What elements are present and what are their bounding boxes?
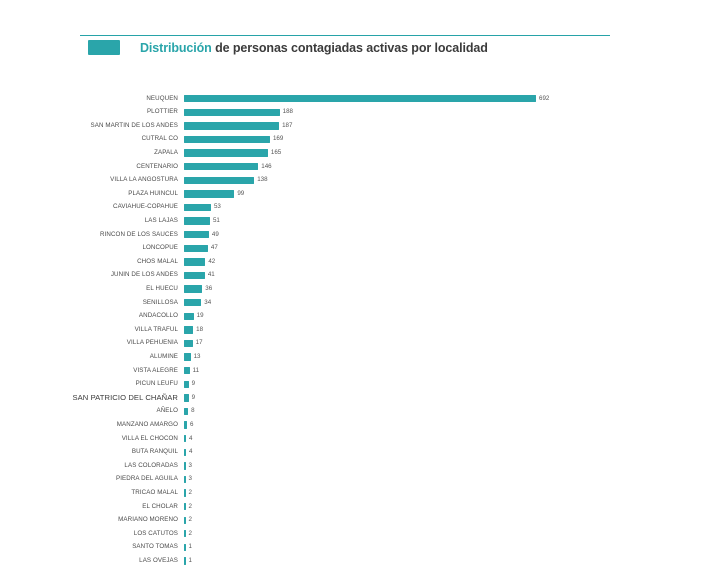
bar-track [184,119,710,133]
bar-track [184,513,710,527]
chart-row [0,282,710,296]
chart-row [0,92,710,106]
category-label: CHOS MALAL [137,257,178,265]
category-label: CENTENARIO [136,162,178,170]
bar-value-label: 1 [188,556,192,564]
bar [184,476,186,483]
bar-value-label: 51 [212,217,220,225]
category-label: VILLA PEHUENIA [126,339,178,347]
bar [184,435,186,442]
bar [184,326,193,333]
bar-track [184,92,710,106]
bar-track [184,296,710,310]
bar-value-label: 13 [193,352,201,360]
bar [184,258,205,265]
chart-row [0,269,710,283]
bar [184,190,234,197]
bar-value-label: 49 [211,230,219,238]
bar-value-label: 6 [190,420,194,428]
category-label: LONCOPUE [142,244,178,252]
bar [184,109,280,116]
category-label: PIEDRA DEL AGUILA [116,475,178,483]
chart-row [0,391,710,405]
chart-row [0,119,710,133]
category-label: NEUQUEN [146,94,178,102]
bar-track [184,201,710,215]
chart-row [0,255,710,269]
bar [184,340,193,347]
chart-row [0,214,710,228]
bar-value-label: 3 [188,461,192,469]
bar-track [184,418,710,432]
category-label: LOS CATUTOS [133,529,178,537]
chart-row [0,323,710,337]
bar-track [184,391,710,405]
bar-track [184,377,710,391]
category-label: ZAPALA [154,149,178,157]
bar-track [184,323,710,337]
category-label: LAS OVEJAS [139,556,178,564]
chart-row [0,445,710,459]
bar [184,163,258,170]
bar-track [184,255,710,269]
bar [184,149,268,156]
bar-track [184,500,710,514]
bar-track [184,350,710,364]
category-label: CAVIAHUE-COPAHUE [113,203,178,211]
bar-value-label: 169 [272,135,284,143]
chart-row [0,174,710,188]
chart-row [0,554,710,568]
bar-track [184,459,710,473]
bar-value-label: 138 [257,176,268,184]
bar-value-label: 34 [204,298,212,306]
bar-track [184,527,710,541]
chart-row [0,418,710,432]
category-label: SENILLOSA [142,298,178,306]
header-divider [80,35,610,36]
bar [184,177,254,184]
chart-row [0,513,710,527]
bar-value-label: 2 [188,488,192,496]
bar [184,272,205,279]
bar-value-label: 4 [189,434,193,442]
bar [184,353,191,360]
chart-row [0,364,710,378]
bar-track [184,146,710,160]
chart-row [0,350,710,364]
category-label: ANDACOLLO [138,312,178,320]
bar-track [184,432,710,446]
category-label: VILLA LA ANGOSTURA [110,176,178,184]
bar-value-label: 17 [195,339,203,347]
bar [184,557,186,564]
chart-row [0,377,710,391]
bar-value-label: 188 [282,108,293,116]
bar-track [184,337,710,351]
bar-track [184,228,710,242]
bar [184,285,202,292]
page-title [140,41,488,55]
bar-value-label: 36 [205,285,213,292]
category-label: PLOTTIER [146,108,178,116]
bar-value-label: 2 [188,529,192,537]
bar-value-label: 11 [192,366,200,374]
chart-row [0,106,710,120]
chart-row [0,228,710,242]
chart-row [0,146,710,160]
bar-chart [0,92,710,568]
category-label: EL HUECU [146,285,178,292]
bar-track [184,554,710,568]
bar-value-label: 2 [188,502,192,510]
category-label: LAS COLORADAS [124,461,178,469]
bar-track [184,160,710,174]
chart-row [0,310,710,324]
bar [184,204,211,211]
category-label: MARIANO MORENO [118,516,178,524]
bar-value-label: 19 [196,312,204,320]
bar-track [184,405,710,419]
chart-row [0,486,710,500]
category-label: ALUMINE [149,352,178,360]
chart-row [0,337,710,351]
bar-track [184,541,710,555]
bar-value-label: 187 [282,121,293,129]
chart-row [0,500,710,514]
bar-value-label: 165 [270,149,282,157]
chart-row [0,405,710,419]
chart-row [0,160,710,174]
bar-track [184,242,710,256]
bar [184,421,187,428]
category-label: PICUN LEUFU [135,380,178,388]
chart-row [0,242,710,256]
chart-row [0,187,710,201]
bar [184,95,536,102]
bar [184,367,190,374]
bar-value-label: 2 [188,516,192,524]
category-label: RINCON DE LOS SAUCES [100,230,178,238]
bar [184,408,188,415]
bar-value-label: 42 [208,257,216,265]
bar-value-label: 3 [188,475,192,483]
bar [184,231,209,238]
chart-row [0,296,710,310]
category-label: JUNIN DE LOS ANDES [110,271,178,279]
category-label: SAN PATRICIO DEL CHAÑAR [72,393,178,403]
bar-track [184,282,710,296]
bar-value-label: 9 [191,380,196,388]
bar [184,122,279,129]
bar-value-label: 18 [196,325,204,333]
bar [184,503,186,510]
category-label: CUTRAL CO [141,135,178,143]
category-label: EL CHOLAR [142,502,178,510]
chart-row [0,432,710,446]
bar [184,517,186,524]
category-label: MANZANO AMARGO [116,420,178,428]
bar-value-label: 1 [188,543,192,551]
category-label: TRICAO MALAL [131,488,178,496]
category-label: VILLA TRAFUL [134,325,178,333]
header-color-swatch [88,40,120,55]
bar-track [184,106,710,120]
bar-value-label: 9 [191,393,196,401]
category-label: LAS LAJAS [144,217,178,225]
chart-row [0,133,710,147]
chart-row [0,473,710,487]
chart-row [0,541,710,555]
chart-row [0,201,710,215]
bar [184,313,194,320]
bar [184,299,201,306]
category-label: VILLA EL CHOCON [121,434,178,442]
bar-value-label: 41 [207,271,215,279]
category-label: SANTO TOMAS [132,543,178,551]
bar-track [184,486,710,500]
bar-track [184,364,710,378]
bar [184,381,189,388]
category-label: VISTA ALEGRE [133,366,178,374]
category-label: AÑELO [156,407,178,415]
bar-track [184,310,710,324]
category-label: SAN MARTIN DE LOS ANDES [90,121,178,129]
chart-row [0,459,710,473]
page-title-rest: de personas contagiadas activas por localidad [211,41,488,55]
bar [184,449,186,456]
bar-track [184,214,710,228]
bar-value-label: 8 [191,407,195,415]
bar-value-label: 47 [210,244,218,252]
bar [184,489,186,496]
bar-track [184,187,710,201]
bar-value-label: 692 [539,94,550,102]
bar [184,217,210,224]
bar-value-label: 146 [261,162,272,170]
bar-value-label: 99 [237,189,245,197]
bar-track [184,269,710,283]
bar-track [184,174,710,188]
bar [184,462,186,469]
bar [184,530,186,537]
page-title-accent: Distribución [140,41,212,55]
bar [184,544,186,551]
chart-row [0,527,710,541]
category-label: PLAZA HUINCUL [128,189,178,197]
bar-track [184,133,710,147]
bar [184,136,270,143]
bar-track [184,473,710,487]
bar-value-label: 4 [189,448,193,456]
category-label: BUTA RANQUIL [131,448,178,456]
bar [184,394,189,401]
bar-value-label: 53 [213,203,221,211]
bar [184,245,208,252]
bar-track [184,445,710,459]
